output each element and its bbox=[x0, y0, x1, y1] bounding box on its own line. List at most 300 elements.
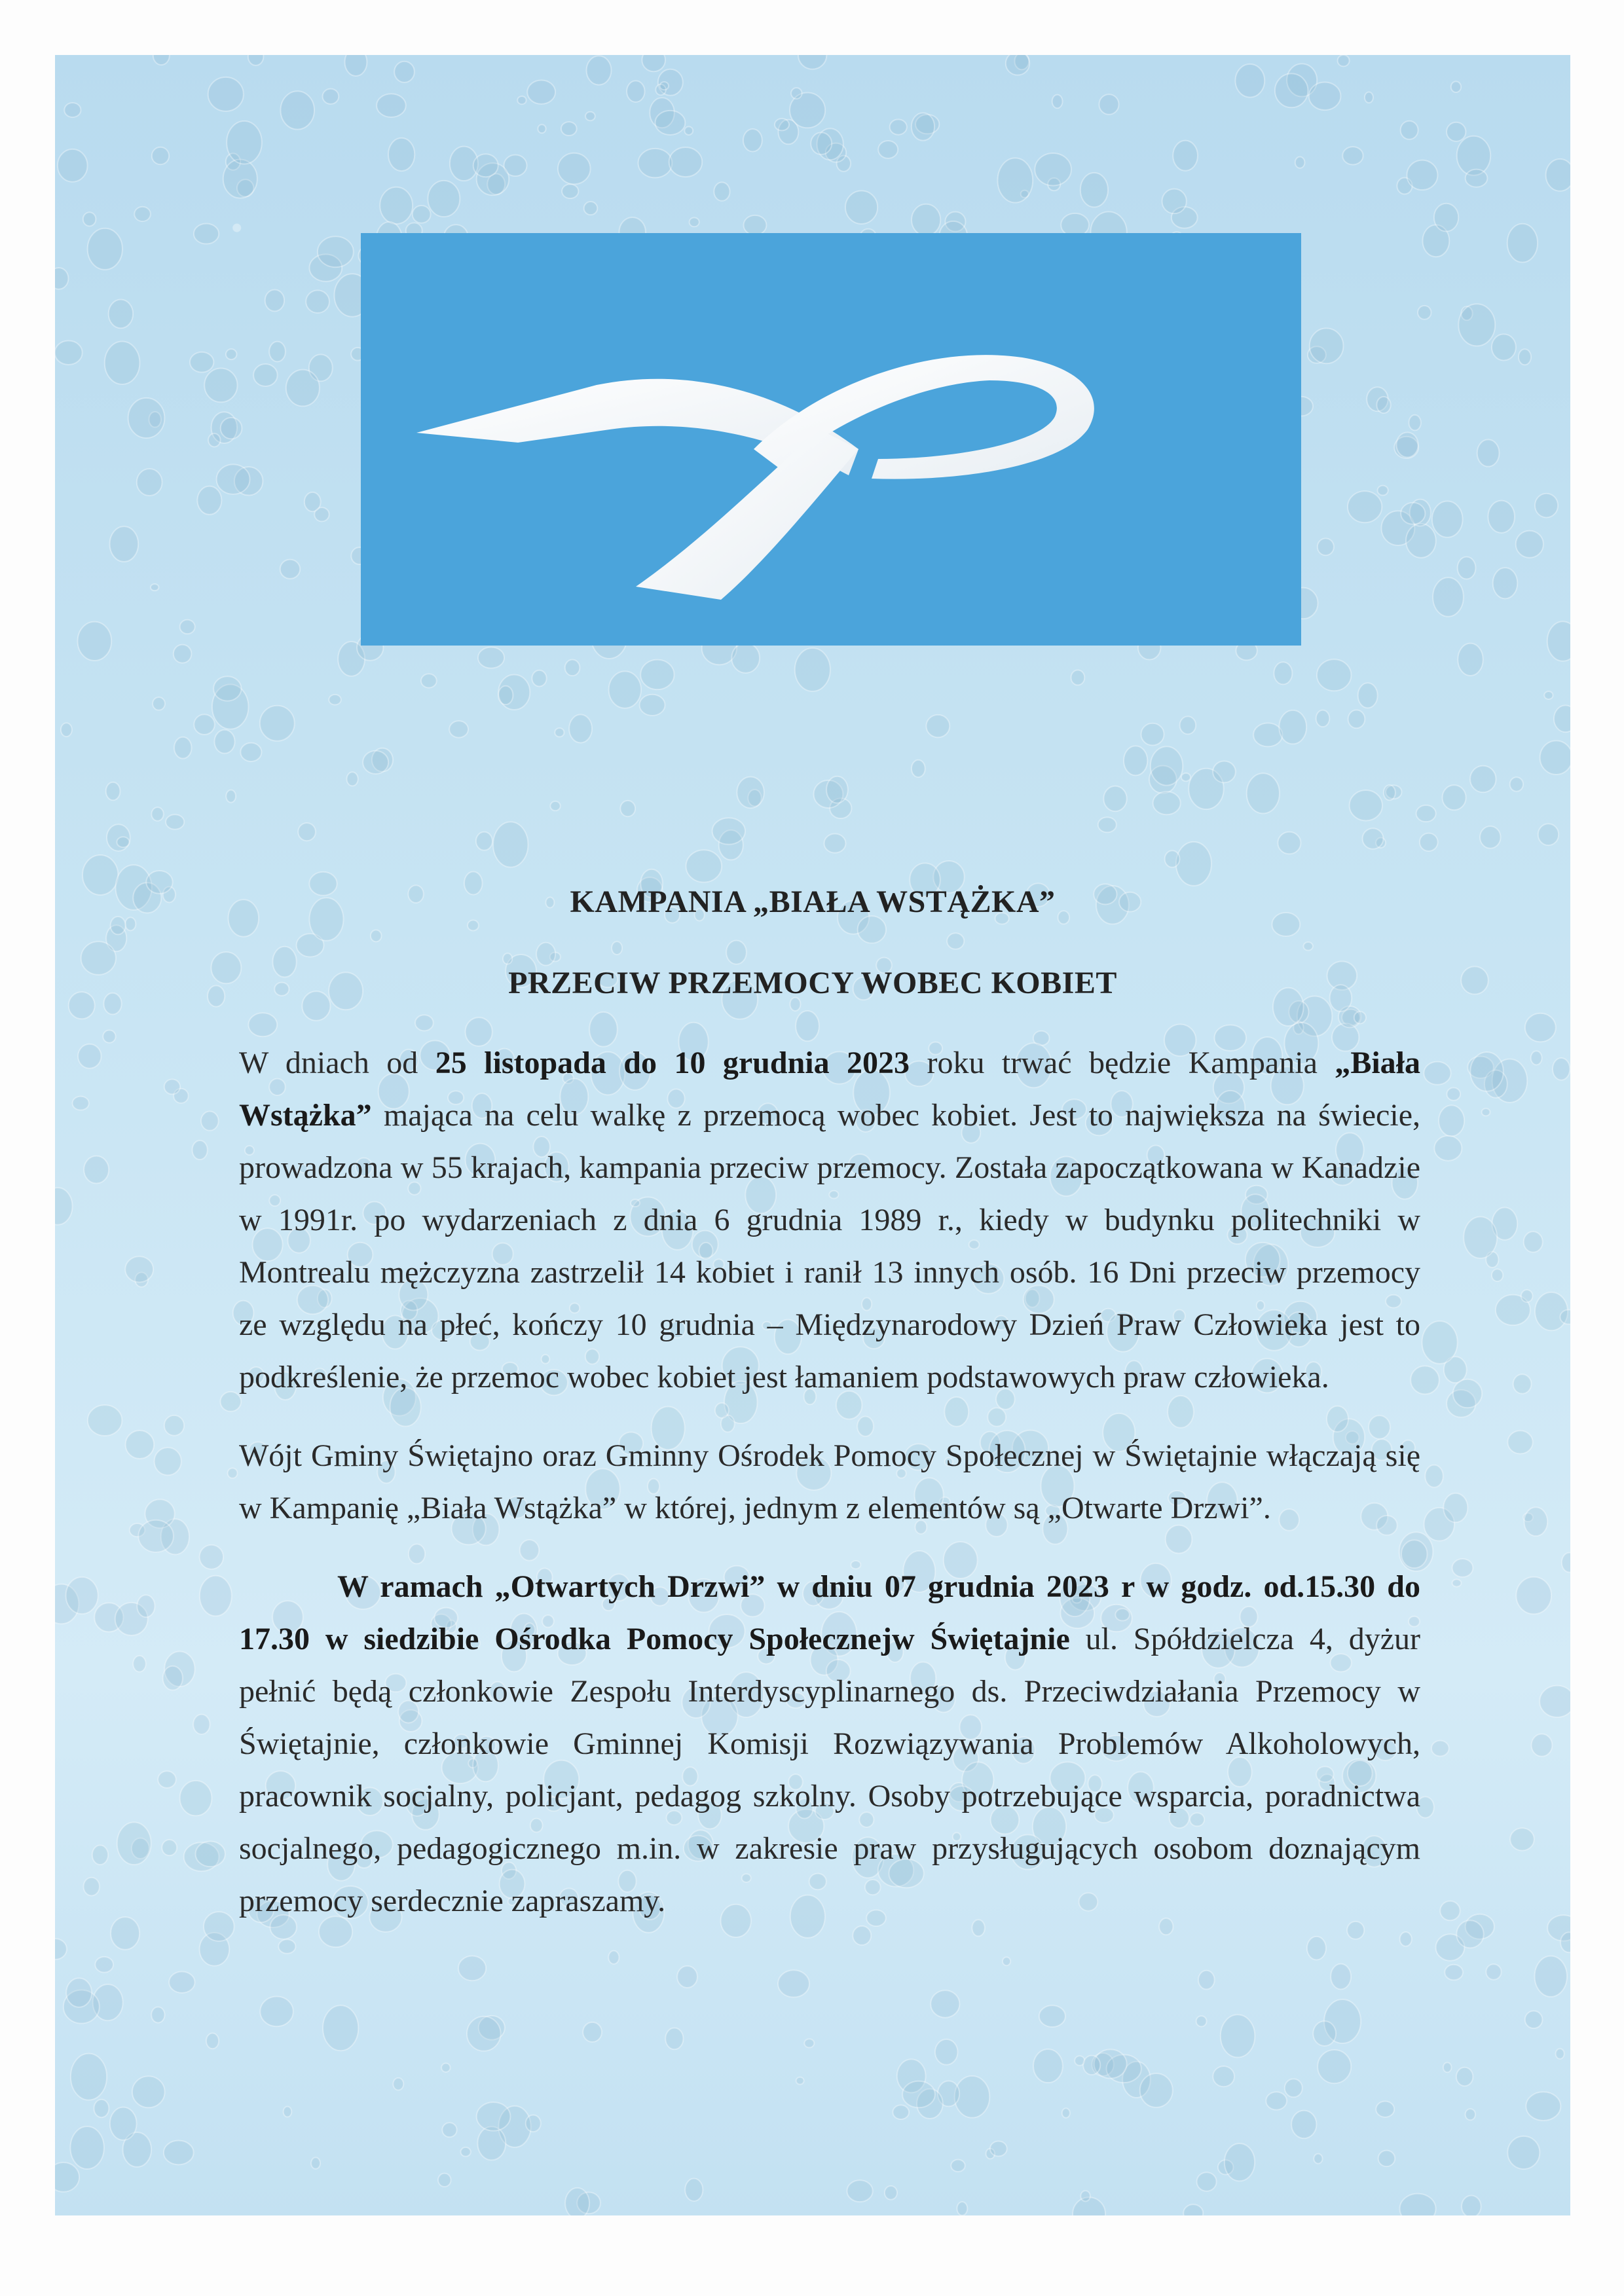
water-drop bbox=[677, 1966, 697, 1988]
water-drop bbox=[912, 204, 940, 236]
water-drop bbox=[990, 2141, 1007, 2156]
water-drop bbox=[278, 1939, 295, 1953]
water-drop bbox=[166, 814, 184, 829]
water-drop bbox=[204, 368, 237, 402]
body-text bbox=[239, 1037, 1420, 1927]
water-drop bbox=[110, 526, 139, 562]
title-subtitle: PRZECIW PRZEMOCY WOBEC KOBIET bbox=[508, 966, 1117, 1000]
water-drop bbox=[269, 342, 286, 362]
water-drop bbox=[71, 2054, 107, 2100]
water-drop bbox=[561, 122, 577, 136]
water-drop bbox=[684, 126, 693, 135]
water-drop bbox=[655, 111, 685, 135]
water-drop bbox=[106, 782, 120, 801]
text-fragment: mająca na celu walkę z przemocą wobec kobiet. Jest to największa na świecie, prowadzona w 55 krajach, kampania przeciw przemocy. Została zapoczątkowana w Kanadzie w 1991r. po wydarzeniach z dnia 6 grudnia 1989 r., kiedy w budynku politechniki w Montrealu mężczyzna zastrzelił 14 kobiet i ranił 13 innych osób. 16 Dni przeciw przemocy ze względu na płeć, kończy 10 grudnia – Międzynarodowy Dzień Praw Człowieka jest to podkreślenie, że przemoc wobec kobiet jest łamaniem podstawowych praw człowieka. bbox=[239, 1098, 1420, 1394]
water-drop bbox=[1456, 2068, 1473, 2086]
water-drop bbox=[795, 648, 830, 691]
water-drop bbox=[1431, 1741, 1449, 1757]
water-drop bbox=[686, 850, 722, 882]
water-drop bbox=[1477, 439, 1500, 466]
water-drop bbox=[1376, 2102, 1394, 2117]
water-drop bbox=[1409, 415, 1420, 431]
water-drop bbox=[55, 340, 83, 365]
water-drop bbox=[893, 2105, 909, 2119]
water-drop bbox=[174, 737, 192, 759]
water-drop bbox=[1507, 1430, 1532, 1453]
water-drop bbox=[1400, 2194, 1436, 2215]
water-drop bbox=[1153, 792, 1181, 814]
water-drop bbox=[1418, 306, 1431, 319]
water-drop bbox=[878, 141, 898, 158]
water-drop bbox=[1183, 2204, 1203, 2215]
event-details-bold: W ramach „Otwartych Drzwi” w dniu 07 grudnia 2023 r w godz. od.15.30 do 17.30 w siedzibie Ośrodka Pomocy Społecznejw Świętajnie bbox=[239, 1569, 1420, 1656]
water-drop bbox=[194, 714, 215, 735]
water-drop bbox=[126, 1430, 155, 1459]
water-drop bbox=[1525, 1013, 1556, 1042]
water-drop bbox=[642, 55, 665, 71]
water-drop bbox=[415, 1015, 434, 1030]
water-drop bbox=[1556, 2049, 1564, 2059]
water-drop bbox=[796, 2077, 804, 2085]
water-drop bbox=[95, 1957, 113, 1973]
water-drop bbox=[1279, 710, 1306, 744]
water-drop bbox=[88, 1405, 122, 1436]
water-drop bbox=[103, 1030, 115, 1042]
water-drop bbox=[213, 676, 241, 701]
water-drop bbox=[1278, 832, 1301, 854]
water-drop bbox=[1439, 1105, 1464, 1136]
dates-bold: 25 listopada do 10 grudnia 2023 bbox=[435, 1046, 910, 1080]
water-drop bbox=[1519, 349, 1531, 365]
water-drop bbox=[890, 119, 907, 134]
water-drop bbox=[138, 1520, 174, 1552]
water-drop bbox=[260, 1997, 293, 2027]
water-drop bbox=[1198, 1971, 1215, 1990]
water-drop bbox=[200, 1576, 232, 1616]
water-drop bbox=[638, 149, 673, 178]
water-drop bbox=[1363, 828, 1384, 849]
water-drop bbox=[1162, 189, 1187, 214]
water-drop bbox=[1316, 710, 1330, 727]
water-drop bbox=[66, 1577, 98, 1614]
water-drop bbox=[1173, 141, 1198, 171]
water-drop bbox=[743, 129, 762, 151]
ribbon-banner bbox=[361, 233, 1301, 646]
water-drop bbox=[111, 1917, 139, 1950]
water-drop bbox=[92, 1846, 108, 1865]
water-drop bbox=[1507, 2136, 1540, 2169]
water-drop bbox=[935, 2039, 958, 2065]
water-drop bbox=[208, 77, 244, 111]
text-fragment: W dniach od bbox=[239, 1046, 435, 1080]
water-drop bbox=[1396, 432, 1418, 457]
water-drop bbox=[1434, 204, 1458, 232]
water-drop bbox=[217, 464, 250, 494]
water-drop bbox=[1540, 1686, 1570, 1717]
water-drop bbox=[284, 2107, 292, 2117]
water-drop bbox=[1314, 2154, 1322, 2164]
water-drop bbox=[442, 2123, 456, 2137]
water-drop bbox=[669, 147, 703, 177]
water-drop bbox=[394, 62, 415, 82]
water-drop bbox=[1275, 73, 1308, 107]
water-drop bbox=[804, 2039, 814, 2047]
water-drop bbox=[1080, 173, 1108, 208]
water-drop bbox=[228, 1468, 238, 1478]
water-drop bbox=[1274, 662, 1292, 684]
water-drop bbox=[1365, 92, 1373, 103]
water-drop bbox=[640, 660, 674, 690]
water-drop bbox=[84, 1156, 109, 1184]
water-drop bbox=[1470, 766, 1496, 793]
water-drop bbox=[1524, 1231, 1543, 1252]
water-drop bbox=[125, 1256, 153, 1283]
water-drop bbox=[584, 202, 598, 215]
water-drop bbox=[912, 760, 925, 777]
water-drop bbox=[1434, 1136, 1462, 1161]
water-drop bbox=[248, 55, 264, 65]
water-drop bbox=[55, 268, 68, 289]
water-drop bbox=[1376, 397, 1390, 413]
water-drop bbox=[468, 920, 479, 930]
water-drop bbox=[413, 206, 431, 223]
water-drop bbox=[731, 643, 760, 673]
water-drop bbox=[458, 1956, 486, 1981]
water-drop bbox=[565, 660, 580, 676]
water-drop bbox=[1458, 644, 1483, 676]
water-drop bbox=[1225, 2143, 1255, 2181]
water-drop bbox=[344, 55, 367, 76]
water-drop bbox=[377, 94, 406, 117]
water-drop bbox=[1531, 1051, 1542, 1065]
water-drop bbox=[1083, 2056, 1100, 2075]
water-drop bbox=[1422, 1321, 1457, 1364]
water-drop bbox=[1440, 1901, 1460, 1921]
water-drop bbox=[94, 2100, 109, 2117]
water-drop bbox=[555, 728, 564, 737]
water-drop bbox=[311, 2157, 320, 2168]
water-drop bbox=[1486, 1964, 1501, 1980]
water-drop bbox=[1348, 710, 1365, 729]
water-drop bbox=[1447, 122, 1466, 141]
water-drop bbox=[478, 647, 504, 668]
water-drop bbox=[627, 81, 644, 101]
water-drop bbox=[1458, 557, 1476, 579]
water-drop bbox=[155, 1448, 181, 1475]
water-drop bbox=[517, 96, 526, 104]
water-drop bbox=[1338, 55, 1350, 66]
water-drop bbox=[193, 1715, 210, 1734]
water-drop bbox=[318, 236, 354, 267]
water-drop bbox=[132, 2076, 165, 2107]
water-drop bbox=[164, 2141, 194, 2165]
water-drop bbox=[1547, 621, 1570, 661]
water-drop bbox=[204, 1912, 234, 1941]
water-drop bbox=[55, 1188, 73, 1225]
water-drop bbox=[583, 2022, 602, 2042]
water-drop bbox=[1416, 805, 1436, 822]
water-drop bbox=[1535, 494, 1558, 518]
water-drop bbox=[441, 2064, 450, 2072]
water-drop bbox=[1071, 670, 1085, 685]
water-drop bbox=[1456, 1920, 1483, 1948]
water-drop bbox=[1525, 2011, 1543, 2029]
water-drop bbox=[371, 930, 382, 941]
water-drop bbox=[137, 469, 162, 496]
water-drop bbox=[227, 121, 262, 164]
water-drop bbox=[1358, 683, 1378, 708]
water-drop bbox=[73, 1097, 89, 1110]
water-drop bbox=[152, 147, 169, 164]
water-drop bbox=[853, 1926, 871, 1945]
water-drop bbox=[1039, 2005, 1065, 2027]
water-drop bbox=[947, 933, 964, 949]
water-drop bbox=[449, 721, 468, 737]
water-drop bbox=[640, 695, 665, 716]
water-drop bbox=[1400, 1932, 1412, 1946]
water-drop bbox=[526, 2115, 541, 2132]
water-drop bbox=[1510, 1828, 1534, 1850]
water-drop bbox=[151, 2007, 164, 2023]
water-drop bbox=[1253, 723, 1282, 746]
water-drop bbox=[858, 916, 886, 943]
text-fragment: roku trwać będzie Kampania bbox=[910, 1046, 1335, 1080]
water-drop bbox=[133, 1656, 146, 1672]
water-drop bbox=[117, 1822, 151, 1865]
water-drop bbox=[1464, 1216, 1497, 1258]
water-drop bbox=[1447, 1087, 1460, 1101]
water-drop bbox=[286, 370, 320, 407]
water-drop bbox=[1318, 538, 1334, 555]
water-drop bbox=[1445, 1965, 1463, 1980]
water-drop bbox=[208, 433, 220, 446]
water-drop bbox=[298, 823, 316, 841]
water-drop bbox=[201, 1112, 219, 1131]
water-drop bbox=[1180, 716, 1196, 734]
water-drop bbox=[569, 714, 592, 742]
water-drop bbox=[117, 837, 129, 847]
water-drop bbox=[712, 818, 745, 845]
water-drop bbox=[280, 560, 300, 579]
water-drop bbox=[620, 801, 635, 816]
water-drop bbox=[363, 751, 388, 774]
water-drop bbox=[265, 289, 284, 311]
water-drop bbox=[1124, 746, 1147, 775]
paragraph-open-doors bbox=[239, 1561, 1420, 1927]
water-drop bbox=[1420, 833, 1438, 851]
title-campaign: KAMPANIA „BIAŁA WSTĄŻKA” bbox=[570, 884, 1056, 919]
water-drop bbox=[665, 2028, 683, 2049]
water-drop bbox=[88, 228, 122, 270]
water-drop bbox=[1052, 95, 1063, 109]
water-drop bbox=[538, 124, 545, 133]
water-drop bbox=[476, 832, 492, 850]
water-drop bbox=[1140, 2073, 1173, 2107]
water-drop bbox=[1546, 159, 1570, 191]
text-fragment: ul. Spółdzielcza 4, dyżur pełnić będą członkowie Zespołu Interdyscyplinarnego ds. Przeciwdziałania Przemocy w Świętajnie, członkowie Gminnej Komisji Rozwiązywania Problemów Alkoholowych, pracownik socjalny, policjant, pedagog szkolny. Osoby potrzebujące wsparcia, poradnictwa socjalnego, pedagogicznego m.in. w zakresie praw przysługujących osobom doznającym przemocy serdecznie zapraszamy. bbox=[239, 1622, 1420, 1918]
water-drop bbox=[1165, 850, 1180, 867]
water-drop bbox=[1406, 524, 1436, 558]
water-drop bbox=[1141, 723, 1164, 746]
water-drop bbox=[1554, 705, 1570, 732]
water-drop bbox=[70, 2126, 103, 2169]
water-drop bbox=[824, 834, 846, 853]
water-drop bbox=[1291, 2111, 1316, 2139]
water-drop bbox=[460, 2147, 470, 2157]
water-drop bbox=[845, 191, 877, 224]
water-drop bbox=[550, 801, 560, 811]
water-drop bbox=[498, 686, 513, 705]
water-drop bbox=[1307, 1937, 1326, 1960]
water-drop bbox=[1035, 153, 1071, 185]
water-drop bbox=[1331, 1964, 1351, 1990]
water-drop bbox=[55, 1939, 67, 1959]
water-drop bbox=[1482, 1108, 1490, 1116]
water-drop bbox=[1433, 577, 1464, 617]
water-drop bbox=[1492, 334, 1516, 360]
water-drop bbox=[1003, 1957, 1010, 1965]
water-drop bbox=[240, 743, 261, 761]
water-drop bbox=[585, 112, 595, 121]
white-ribbon-icon bbox=[361, 233, 1301, 646]
water-drop bbox=[1221, 2014, 1255, 2057]
water-drop bbox=[1354, 1011, 1366, 1023]
water-drop bbox=[1443, 1493, 1467, 1523]
water-drop bbox=[1318, 2050, 1351, 2083]
water-drop bbox=[798, 55, 826, 69]
water-drop bbox=[1151, 746, 1183, 785]
water-drop bbox=[1480, 826, 1501, 848]
water-drop bbox=[206, 2033, 219, 2049]
water-drop bbox=[536, 943, 555, 966]
water-drop bbox=[380, 187, 413, 224]
water-drop bbox=[847, 2180, 872, 2202]
paragraph-intro bbox=[239, 1037, 1420, 1404]
water-drop bbox=[1378, 2151, 1395, 2166]
water-drop bbox=[226, 790, 236, 803]
water-drop bbox=[1424, 1062, 1450, 1085]
water-drop bbox=[137, 1595, 155, 1617]
water-drop bbox=[811, 132, 832, 155]
water-drop bbox=[64, 103, 81, 117]
water-drop bbox=[78, 622, 112, 661]
water-drop bbox=[1176, 842, 1211, 886]
water-drop bbox=[78, 1044, 101, 1068]
water-drop bbox=[1443, 785, 1466, 810]
water-drop bbox=[912, 113, 934, 140]
water-drop bbox=[1452, 1579, 1462, 1586]
water-drop bbox=[1348, 491, 1382, 522]
water-drop bbox=[726, 940, 747, 964]
water-drop bbox=[1524, 1507, 1548, 1536]
water-drop bbox=[1492, 1269, 1503, 1281]
water-drop bbox=[690, 217, 699, 227]
water-drop bbox=[260, 706, 295, 741]
water-drop bbox=[1317, 659, 1351, 691]
water-drop bbox=[1538, 824, 1559, 845]
water-drop bbox=[280, 91, 314, 129]
water-drop bbox=[151, 584, 159, 591]
water-drop bbox=[1432, 501, 1463, 538]
water-drop bbox=[473, 154, 498, 177]
water-drop bbox=[493, 822, 528, 867]
water-drop bbox=[1458, 304, 1495, 346]
water-drop bbox=[66, 1978, 92, 2007]
water-drop bbox=[221, 418, 242, 439]
water-drop bbox=[1342, 147, 1363, 164]
water-drop bbox=[1235, 64, 1264, 98]
campaign-name-bold: „Biała Wstążka” bbox=[239, 1046, 1420, 1133]
water-drop bbox=[1443, 2062, 1452, 2072]
water-drop bbox=[128, 398, 165, 438]
water-drop bbox=[1313, 2021, 1336, 2046]
water-drop bbox=[737, 777, 764, 809]
water-drop bbox=[660, 82, 669, 90]
water-drop bbox=[1378, 486, 1388, 496]
water-drop bbox=[608, 1951, 619, 1964]
water-drop bbox=[885, 2186, 897, 2200]
water-drop bbox=[1401, 503, 1425, 524]
water-drop bbox=[438, 2174, 451, 2187]
water-drop bbox=[791, 88, 802, 99]
water-drop bbox=[1425, 1465, 1443, 1487]
water-drop bbox=[1493, 568, 1518, 598]
water-drop bbox=[214, 730, 234, 754]
water-drop bbox=[1099, 94, 1118, 115]
water-drop bbox=[951, 2160, 965, 2172]
water-drop bbox=[503, 953, 512, 964]
water-drop bbox=[55, 2162, 79, 2192]
poster bbox=[55, 55, 1570, 2215]
paragraph-participants: Wójt Gminy Świętajno oraz Gminny Ośrodek Pomocy Społecznej w Świętajnie włączają się w Kampanię „Biała Wstążka” w której, jednym z elementów są „Otwarte Drzwi”. bbox=[239, 1438, 1420, 1525]
water-drop bbox=[1507, 224, 1538, 263]
water-drop bbox=[1462, 2195, 1481, 2215]
water-drop bbox=[428, 181, 460, 217]
water-drop bbox=[1510, 777, 1523, 792]
water-drop bbox=[253, 364, 278, 386]
water-drop bbox=[1196, 2016, 1207, 2026]
water-drop bbox=[714, 182, 729, 200]
water-drop bbox=[477, 2102, 511, 2131]
water-drop bbox=[1470, 1052, 1503, 1091]
water-drop bbox=[957, 2202, 967, 2215]
water-drop bbox=[105, 341, 140, 384]
water-drop bbox=[1309, 82, 1341, 111]
water-drop bbox=[196, 1841, 225, 1867]
water-drop bbox=[1544, 691, 1553, 699]
water-drop bbox=[306, 290, 329, 313]
water-drop bbox=[226, 349, 237, 359]
water-drop bbox=[164, 1415, 184, 1436]
water-drop bbox=[194, 224, 219, 244]
water-drop bbox=[1350, 790, 1382, 820]
water-drop bbox=[164, 1080, 180, 1095]
water-drop bbox=[1453, 1379, 1482, 1408]
water-drop bbox=[323, 2005, 358, 2050]
water-drop bbox=[151, 807, 163, 821]
water-drop bbox=[1213, 2066, 1234, 2086]
water-drop bbox=[778, 1970, 809, 1997]
water-drop bbox=[565, 2188, 589, 2215]
water-drop bbox=[1304, 942, 1313, 951]
water-drop bbox=[1553, 1058, 1570, 1080]
water-drop bbox=[1103, 786, 1126, 812]
water-drop bbox=[1466, 170, 1488, 187]
water-drop bbox=[134, 207, 151, 221]
water-drop bbox=[158, 1771, 176, 1788]
water-drop bbox=[1098, 817, 1116, 832]
water-drop bbox=[467, 2016, 501, 2051]
